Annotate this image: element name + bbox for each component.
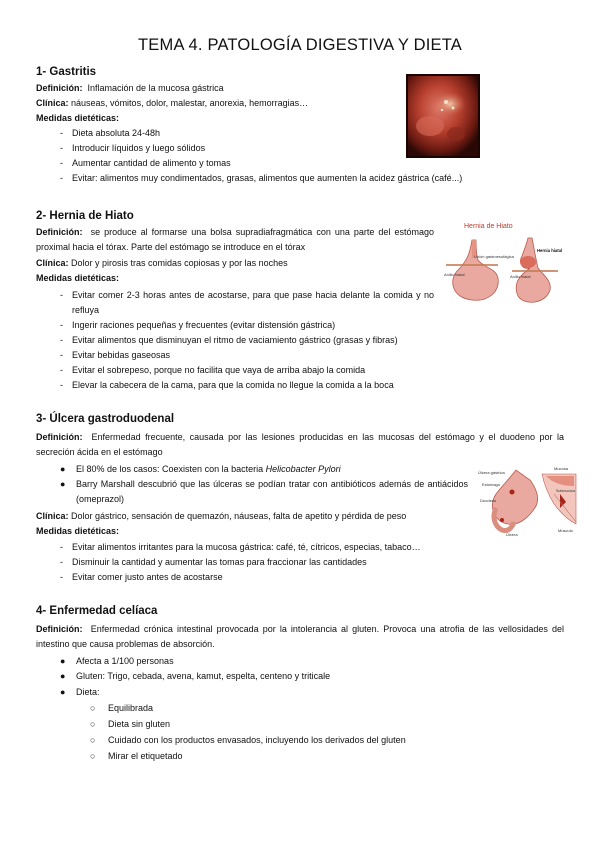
hernia-label: Anillo hiatal	[444, 272, 465, 277]
hiatal-hernia-measures-label: Medidas dietéticas:	[36, 273, 120, 283]
definition-label: Definición	[36, 227, 80, 237]
celiac-bullet-item: Gluten: Trigo, cebada, avena, kamut, espelta, centeno y triticale	[76, 671, 331, 681]
dash-marker: -	[60, 350, 63, 360]
ulcer-bullet-item: El 80% de los casos: Coexisten con la bacteria Helicobacter Pylori	[76, 464, 341, 474]
ulcer-label: Mucosa	[554, 466, 569, 471]
circle-marker: ○	[90, 751, 96, 761]
bullet-marker: ●	[60, 656, 66, 666]
dash-marker: -	[60, 365, 63, 375]
ulcer-definition-text: Enfermedad frecuente, causada por las lesiones producidas en las mucosas del estómago y el duodeno por la secreción ácida en el estómago	[36, 432, 564, 457]
dash-marker: -	[60, 542, 63, 552]
ulcer-measure-item: Evitar alimentos irritantes para la mucosa gástrica: café, té, cítricos, especias, tabaco…	[72, 542, 421, 552]
ulcer-heading: 3- Úlcera gastroduodenal	[36, 413, 175, 425]
bullet-marker: ●	[60, 687, 66, 697]
celiac-heading: 4- Enfermedad celíaca	[36, 605, 158, 617]
circle-marker: ○	[90, 735, 96, 745]
hiatal-hernia-measure-item: Evitar bebidas gaseosas	[72, 350, 171, 360]
clinical-label: Clínica	[36, 258, 66, 268]
ulcer-clinical-text: Dolor gástrico, sensación de quemazón, náuseas, falta de apetito y pérdida de peso	[71, 511, 407, 521]
gastritis-measures-label: Medidas dietéticas:	[36, 113, 120, 123]
celiac-diet-item: Dieta sin gluten	[108, 719, 171, 729]
gastritis-definition: Definición: Inflamación de la mucosa gástrica	[36, 83, 224, 93]
definition-label: Definición	[36, 624, 80, 634]
definition-label: Definición	[36, 432, 80, 442]
dash-marker: -	[60, 557, 63, 567]
dash-marker: -	[60, 128, 63, 138]
dash-marker: -	[60, 158, 63, 168]
hiatal-hernia-measure-item: Evitar el sobrepeso, porque no facilita que vaya de arriba abajo la comida	[72, 365, 366, 375]
hernia-figure-title: Hernia de Hiato	[464, 223, 513, 230]
ulcer-label: Submucosa	[556, 489, 575, 493]
gastritis-measure-item: Dieta absoluta 24-48h	[72, 128, 161, 138]
clinical-label: Clínica	[36, 98, 66, 108]
dash-marker: -	[60, 572, 63, 582]
gastritis-heading: 1- Gastritis	[36, 66, 97, 78]
hernia-label: Hernia hiatal	[537, 248, 563, 253]
hiatal-hernia-measure-item: Evitar alimentos que disminuyan el ritmo de vaciamiento gástrico (grasas y fibras)	[72, 335, 398, 345]
hernia-label: Anillo hiatal	[510, 274, 531, 279]
celiac-diet-item: Mirar el etiquetado	[108, 751, 183, 761]
dash-marker: -	[60, 380, 63, 390]
definition-label: Definición	[36, 83, 80, 93]
hiatal-hernia-definition: Definición: se produce al formarse una bolsa supradiafragmática con una parte del estómago proximal hacia el tórax. Parte del estómago se introduce en el tórax	[36, 227, 434, 252]
circle-marker: ○	[90, 703, 96, 713]
ulcer-clinical: Clínica: Dolor gástrico, sensación de quemazón, náuseas, falta de apetito y pérdida de peso	[36, 511, 407, 521]
circle-marker: ○	[90, 719, 96, 729]
celiac-bullet-item: Afecta a 1/100 personas	[76, 656, 174, 666]
ulcer-definition: Definición: Enfermedad frecuente, causada por las lesiones producidas en las mucosas del estómago y el duodeno por la secreción ácida en el estómago	[36, 432, 564, 457]
hiatal-hernia-heading: 2- Hernia de Hiato	[36, 210, 134, 222]
dash-marker: -	[60, 320, 63, 330]
clinical-label: Clínica	[36, 511, 66, 521]
ulcer-label: Músculo	[558, 528, 573, 533]
dash-marker: -	[60, 173, 63, 183]
gastritis-endoscopy-photo	[406, 74, 480, 158]
hiatal-hernia-clinical: Clínica: Dolor y pirosis tras comidas copiosas y por las noches	[36, 258, 288, 268]
hernia-label: Unión gastroesofágica	[474, 254, 514, 259]
hiatal-hernia-illustration	[442, 218, 566, 308]
ulcer-illustration	[476, 464, 580, 540]
bullet-marker: ●	[60, 479, 66, 489]
celiac-definition: Definición: Enfermedad crónica intestinal provocada por la intolerancia al gluten. Provoca una atrofia de las vellosidades del intestino que causa problemas de absorción.	[36, 624, 564, 649]
hiatal-hernia-definition-text: se produce al formarse una bolsa supradiafragmática con una parte del estómago proximal hacia el tórax. Parte del estómago se introduce en el tórax	[36, 227, 434, 252]
hiatal-hernia-clinical-text: Dolor y pirosis tras comidas copiosas y por las noches	[71, 258, 288, 268]
celiac-diet-item: Equilibrada	[108, 703, 154, 713]
dash-marker: -	[60, 143, 63, 153]
dash-marker: -	[60, 290, 63, 300]
helicobacter-name: Helicobacter Pylori	[265, 464, 341, 474]
ulcer-label: Úlcera	[506, 532, 518, 537]
celiac-definition-text: Enfermedad crónica intestinal provocada por la intolerancia al gluten. Provoca una atrofia de las vellosidades del intestino que causa problemas de absorción.	[36, 624, 564, 649]
ulcer-label: Duodeno	[480, 498, 497, 503]
gastritis-definition-text: Inflamación de la mucosa gástrica	[87, 83, 224, 93]
gastritis-measure-item: Introducir líquidos y luego sólidos	[72, 143, 206, 153]
ulcer-label: Úlcera gástrica	[478, 470, 505, 475]
gastritis-measure-item: Aumentar cantidad de alimento y tomas	[72, 158, 231, 168]
gastritis-clinical-text: náuseas, vómitos, dolor, malestar, anorexia, hemorragias…	[71, 98, 309, 108]
ulcer-measure-item: Evitar comer justo antes de acostarse	[72, 572, 223, 582]
ulcer-measures-label: Medidas dietéticas:	[36, 526, 120, 536]
ulcer-label: Estómago	[482, 482, 501, 487]
gastritis-clinical: Clínica: náuseas, vómitos, dolor, malestar, anorexia, hemorragias…	[36, 98, 309, 108]
celiac-diet-item: Cuidado con los productos envasados, incluyendo los derivados del gluten	[108, 735, 406, 745]
bullet-marker: ●	[60, 671, 66, 681]
hiatal-hernia-measure-item: Elevar la cabecera de la cama, para que la comida no llegue la comida a la boca	[72, 380, 394, 390]
hiatal-hernia-measure-item: Ingerir raciones pequeñas y frecuentes (evitar distensión gástrica)	[72, 320, 336, 330]
ulcer-measure-item: Disminuir la cantidad y aumentar las tomas para fraccionar las cantidades	[72, 557, 367, 567]
page-title: TEMA 4. PATOLOGÍA DIGESTIVA Y DIETA	[138, 36, 462, 54]
gastritis-measure-item: Evitar: alimentos muy condimentados, grasas, alimentos que aumenten la acidez gástrica (café...)	[72, 173, 463, 183]
dash-marker: -	[60, 335, 63, 345]
bullet-marker: ●	[60, 464, 66, 474]
hiatal-hernia-measure-item: Evitar comer 2-3 horas antes de acostarse, para que pase hacia delante la comida y no refluya	[72, 290, 434, 315]
ulcer-bullet-item: Barry Marshall descubrió que las úlceras se podían tratar con antibióticos además de antiácidos (omeprazol)	[76, 479, 468, 504]
celiac-bullet-item: Dieta:	[76, 687, 100, 697]
